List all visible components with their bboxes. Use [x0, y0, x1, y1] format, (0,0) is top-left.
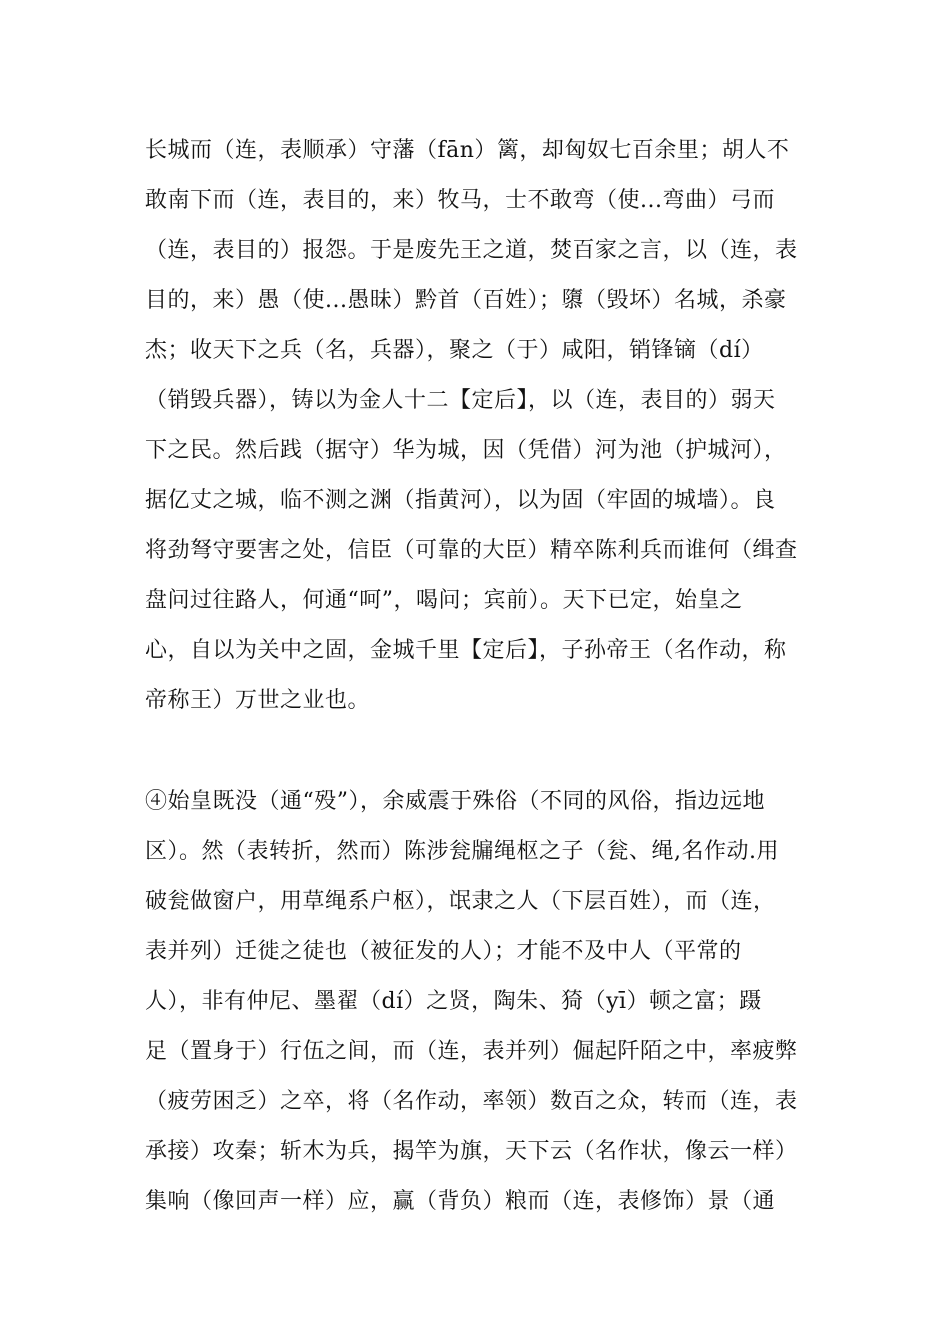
text-line: 目的，来）愚（使...愚昧）黔首（百姓）；隳（毁坏）名城，杀豪 [145, 288, 787, 313]
text-line: 长城而（连，表顺承）守藩（fān）篱，却匈奴七百余里；胡人不 [145, 138, 790, 163]
text-line: 将劲弩守要害之处，信臣（可靠的大臣）精卒陈利兵而谁何（缉查 [145, 538, 798, 563]
text-line: 杰；收天下之兵（名，兵器），聚之（于）咸阳，销锋镝（dí） [145, 338, 764, 363]
text-line: （销毁兵器），铸以为金人十二【定后】，以（连，表目的）弱天 [145, 388, 776, 413]
text-line: 盘问过往路人，何通“呵”，喝问；宾前）。天下已定，始皇之 [145, 588, 743, 613]
text-line: 足（置身于）行伍之间，而（连，表并列）倔起阡陌之中，率疲弊 [145, 1039, 798, 1064]
text-line: ④始皇既没（通“殁”），余威震于殊俗（不同的风俗，指边远地 [145, 789, 765, 814]
text-line: 心，自以为关中之固，金城千里【定后】，子孙帝王（名作动，称 [145, 638, 787, 663]
text-line: 人），非有仲尼、墨翟（dí）之贤，陶朱、猗（yī）顿之富；蹑 [145, 989, 762, 1014]
text-line: 表并列）迁徙之徒也（被征发的人）；才能不及中人（平常的 [145, 939, 742, 964]
text-line: 下之民。然后践（据守）华为城，因（凭借）河为池（护城河）， [145, 438, 787, 463]
text-line: 敢南下而（连，表目的，来）牧马，士不敢弯（使...弯曲）弓而 [145, 188, 775, 213]
text-line: （连，表目的）报怨。于是废先王之道，焚百家之言，以（连，表 [145, 238, 798, 263]
text-line: （疲劳困乏）之卒，将（名作动，率领）数百之众，转而（连，表 [145, 1089, 798, 1114]
text-line: 破瓮做窗户，用草绳系户枢），氓隶之人（下层百姓），而（连， [145, 889, 776, 914]
text-line: 承接）攻秦；斩木为兵，揭竿为旗，天下云（名作状，像云一样） [145, 1139, 798, 1164]
text-line: 区）。然（表转折，然而）陈涉瓮牖绳枢之子（瓮、绳,名作动.用 [145, 839, 779, 864]
text-line: 据亿丈之城，临不测之渊（指黄河），以为固（牢固的城墙）。良 [145, 488, 776, 513]
text-line: 帝称王）万世之业也。 [145, 688, 371, 713]
text-line: 集响（像回声一样）应，赢（背负）粮而（连，表修饰）景（通 [145, 1189, 776, 1214]
